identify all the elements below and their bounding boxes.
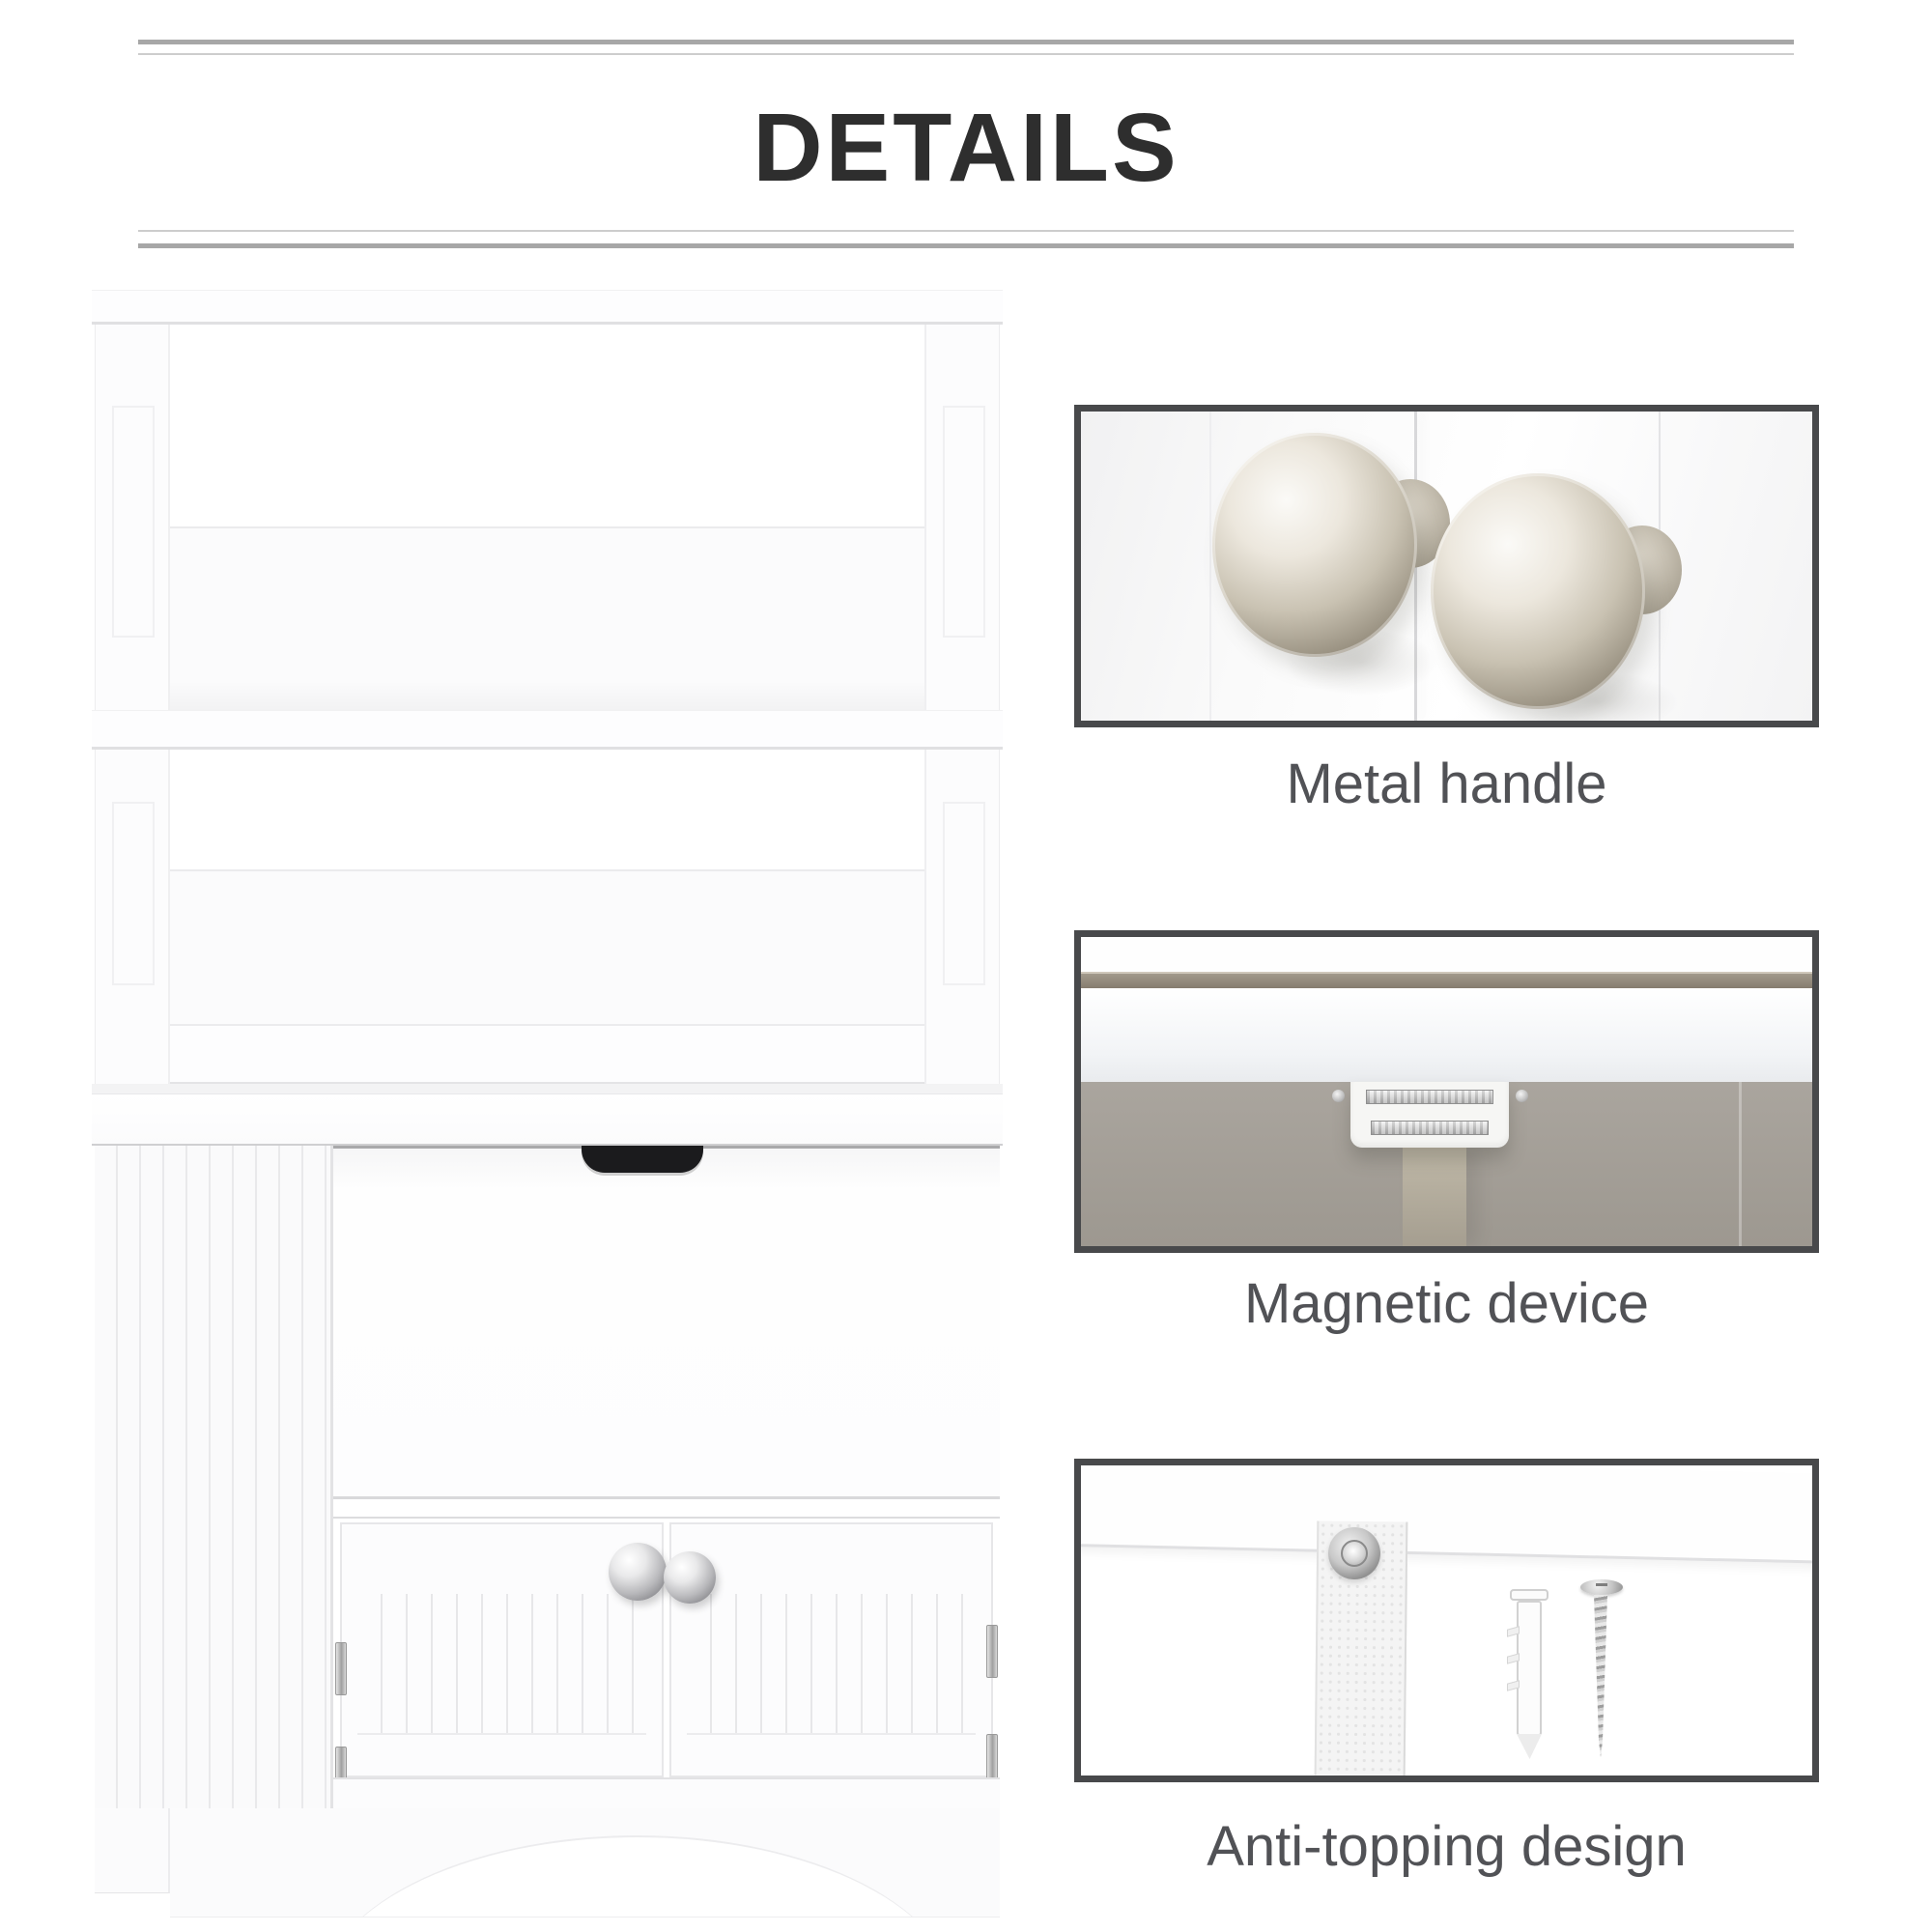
cabinet-top-panel — [92, 290, 1003, 325]
metal-handle-photo-frame — [1074, 405, 1819, 727]
bottom-rule-outer — [138, 243, 1794, 248]
right-door-knob — [664, 1551, 716, 1604]
screw-head-slot — [1596, 1583, 1607, 1586]
drawer-front — [333, 1149, 1000, 1499]
drawer-cutout-handle — [582, 1146, 703, 1173]
metal-knob-left — [1212, 433, 1417, 657]
hutch-left-post — [95, 325, 170, 1084]
hutch-right-post — [924, 325, 1000, 1084]
right-door-hinge-lower — [986, 1734, 998, 1782]
left-side-window-lower — [112, 802, 155, 985]
cabinet-product-photo — [92, 290, 1003, 1922]
screw-head — [1580, 1579, 1623, 1595]
screw-shaft — [1591, 1595, 1610, 1757]
metal-handle-photo — [1081, 412, 1812, 721]
open-shelf-2-back-panel — [170, 869, 924, 1024]
top-rule-inner — [138, 53, 1794, 55]
right-door — [669, 1522, 993, 1777]
magnet-plate-lower — [1371, 1121, 1489, 1135]
left-door-hinge-upper — [335, 1642, 347, 1695]
interior-seam — [1739, 1082, 1742, 1246]
shelf-edge-rail — [1081, 972, 1812, 988]
drawer-bottom-gap-line — [333, 1517, 1000, 1519]
counter-front-edge — [92, 1094, 1003, 1146]
bottom-rail — [333, 1777, 1000, 1808]
right-side-window-lower — [943, 802, 985, 985]
anti-topping-photo — [1081, 1465, 1812, 1776]
magnet-plate-upper — [1366, 1090, 1493, 1104]
magnet-strike-post — [1403, 1148, 1466, 1246]
left-side-window-upper — [112, 406, 155, 638]
magnetic-device-photo — [1081, 937, 1812, 1246]
magnetic-device-caption: Magnetic device — [1243, 1272, 1650, 1335]
open-shelf-1-shadow — [170, 681, 924, 710]
metal-handle-caption: Metal handle — [1286, 753, 1607, 815]
front-left-leg — [95, 1808, 170, 1893]
metal-knob-right — [1431, 473, 1645, 709]
page-title: DETAILS — [753, 94, 1179, 202]
magnetic-device-photo-frame — [1074, 930, 1819, 1253]
apron-arch-cutout — [319, 1835, 956, 1918]
backsplash-rail — [170, 1024, 924, 1084]
wall-anchor-tip — [1517, 1734, 1542, 1759]
left-door-beadboard — [357, 1594, 646, 1735]
anti-topping-caption: Anti-topping design — [1207, 1815, 1687, 1878]
right-door-hinge-upper — [986, 1625, 998, 1678]
shelf-underside-white — [1081, 988, 1812, 1082]
anti-topping-photo-frame — [1074, 1459, 1819, 1782]
wall-anchor-body — [1517, 1601, 1542, 1736]
right-door-beadboard — [687, 1594, 976, 1735]
arched-apron — [170, 1808, 1000, 1918]
shelf-top-white — [1081, 937, 1812, 972]
strap-screw-head — [1341, 1540, 1368, 1567]
cabinet-top-board — [1081, 1465, 1812, 1564]
middle-shelf-panel — [92, 710, 1003, 750]
left-door-knob — [609, 1543, 667, 1601]
top-rule-outer — [138, 40, 1794, 44]
catch-screw-right — [1516, 1090, 1528, 1102]
catch-screw-left — [1332, 1090, 1345, 1102]
door-seam-faint — [1209, 412, 1211, 721]
wall-anchor-collar — [1510, 1589, 1548, 1601]
counter-top-surface — [92, 1084, 1003, 1094]
left-side-beadboard-panel — [95, 1146, 333, 1808]
bottom-rule-inner — [138, 230, 1794, 232]
right-side-window-upper — [943, 406, 985, 638]
